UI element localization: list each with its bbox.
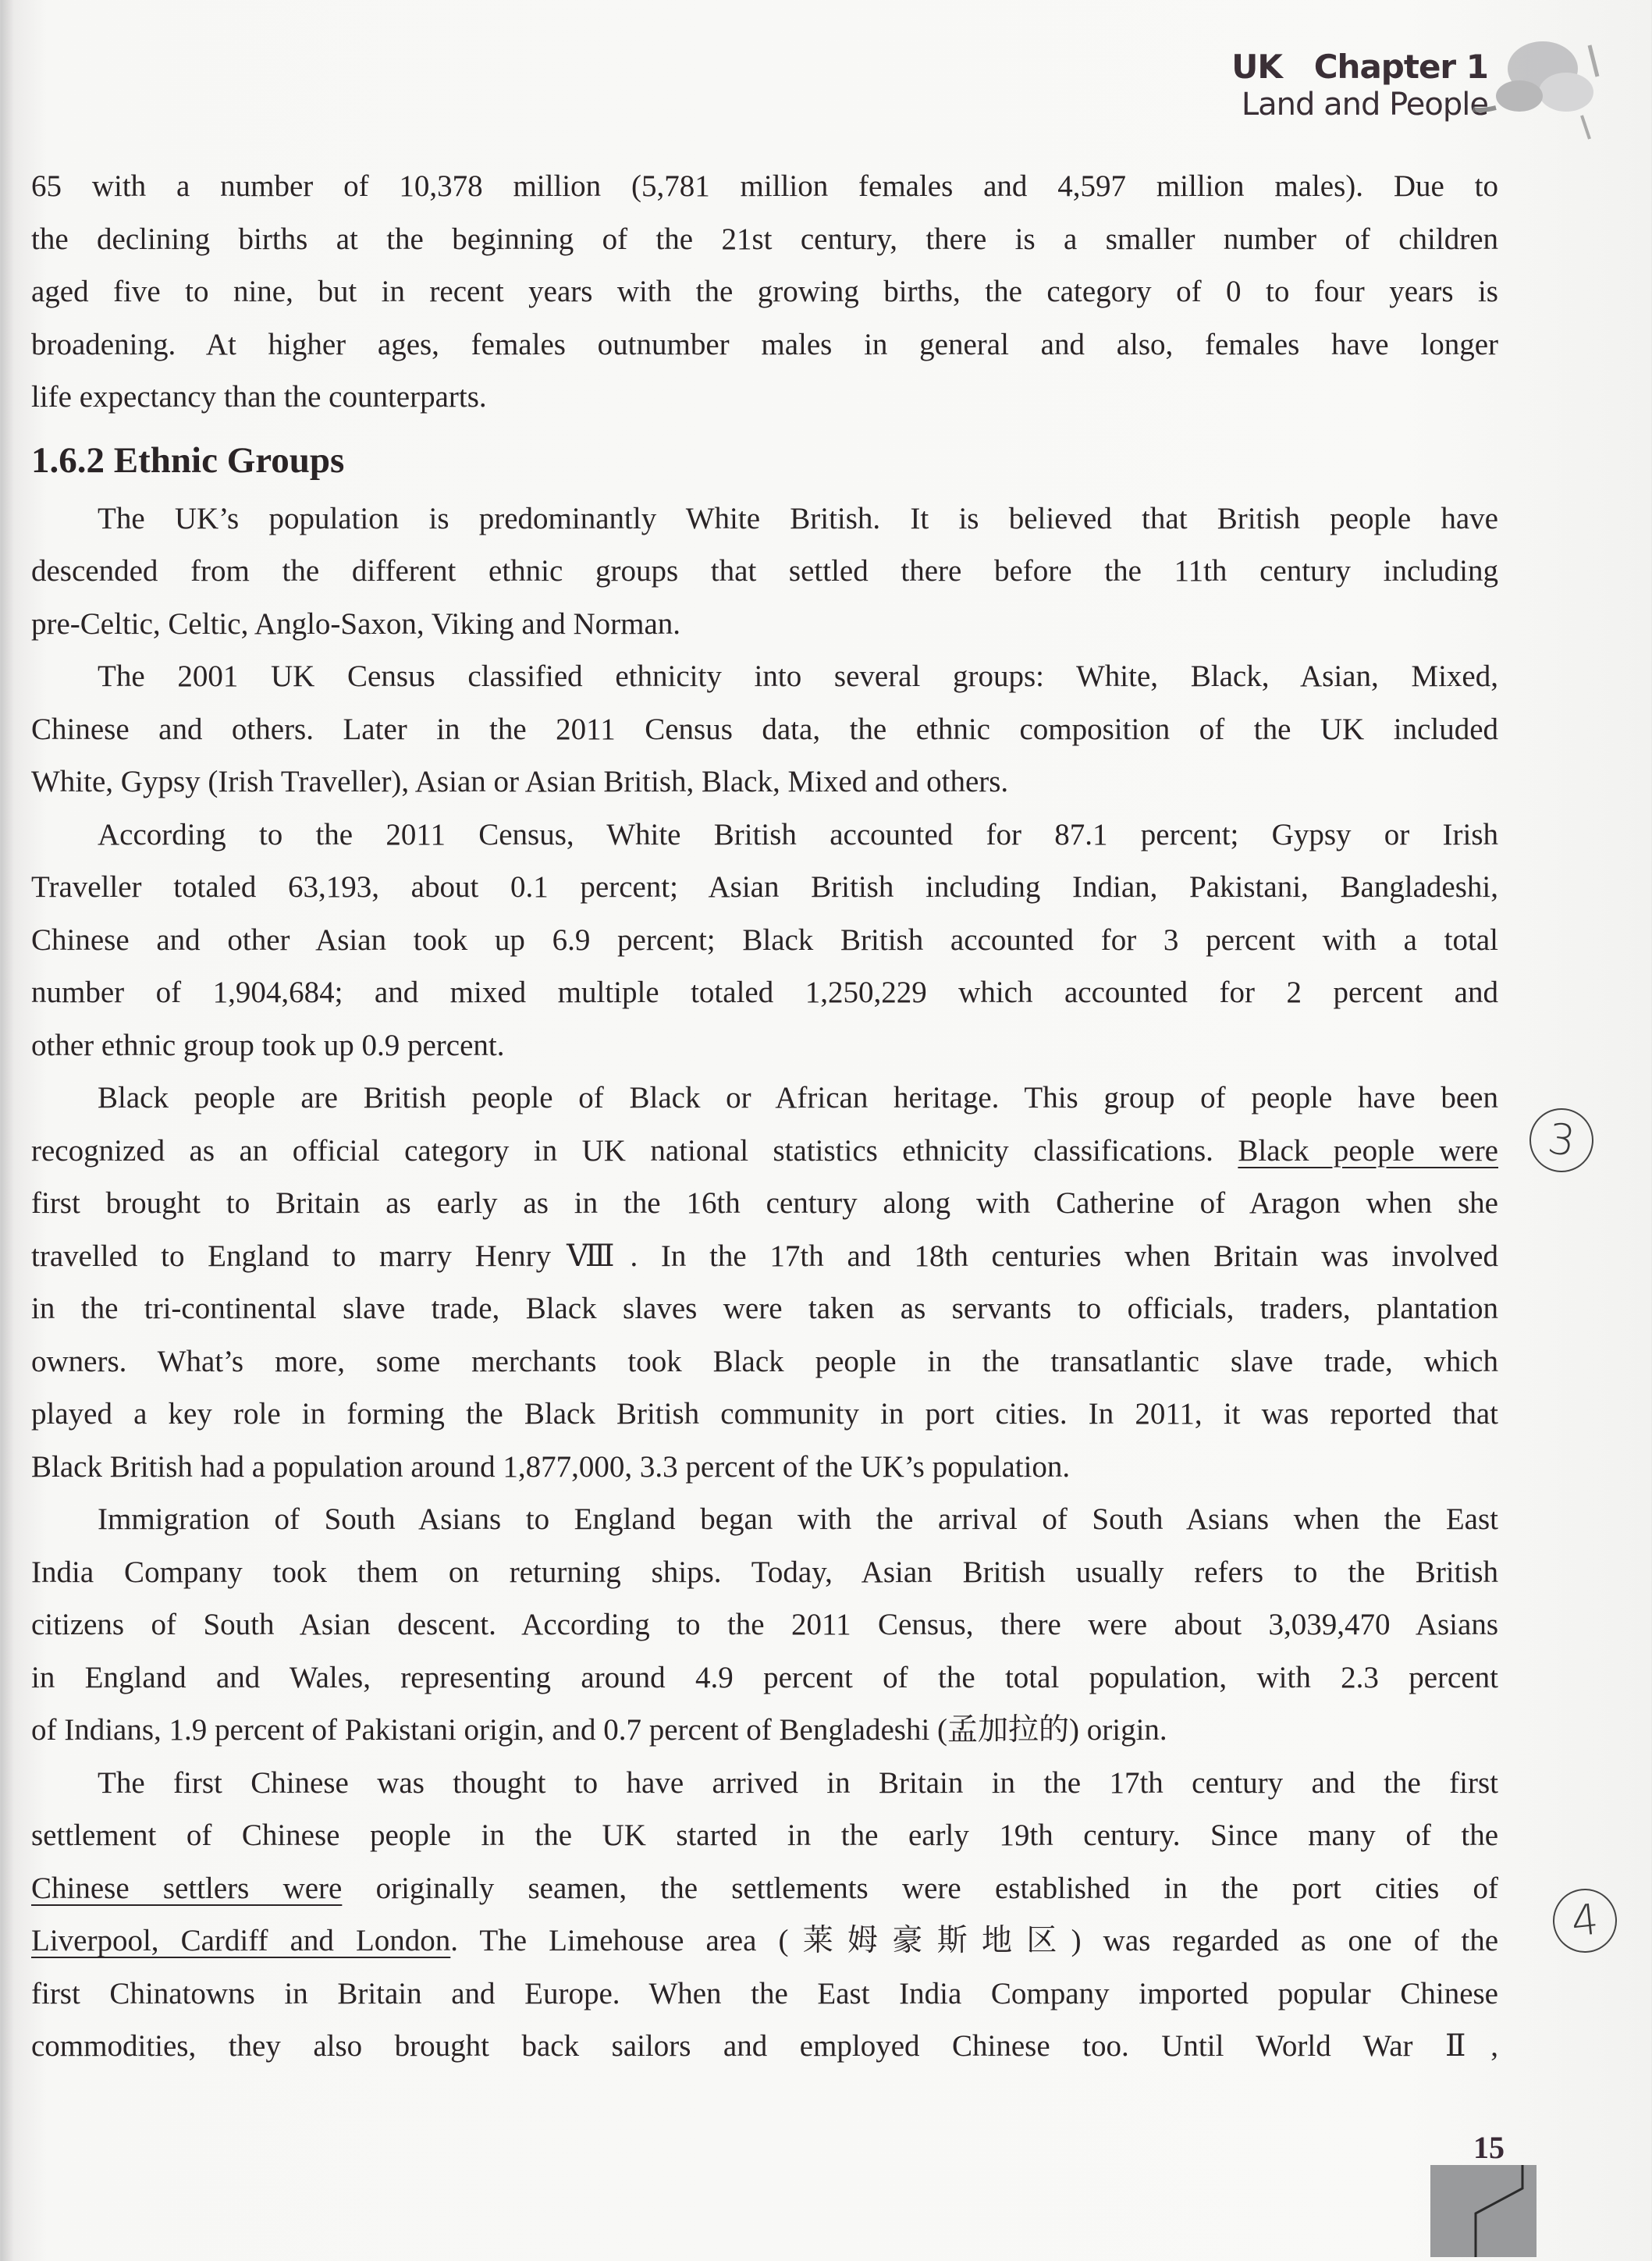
handwritten-circled-number: 4 xyxy=(1550,1886,1620,1956)
text-line: According to the 2011 Census, White British accounted for 87.1 percent; Gypsy or Irish xyxy=(98,817,1498,851)
text-line: owners. What’s more, some merchants took Black people in the transatlantic slave trade, which xyxy=(31,1344,1498,1378)
text-line: Black people are British people of Black or African heritage. This group of people have been xyxy=(98,1081,1498,1115)
chapter-subtitle: Land and People xyxy=(1241,87,1488,123)
circuit-line-icon xyxy=(1430,2165,1537,2257)
text-line: Black British had a population around 1,877,000, 3.3 percent of the UK’s population. xyxy=(31,1449,1071,1484)
text-line: White, Gypsy (Irish Traveller), Asian or Asian British, Black, Mixed and others. xyxy=(31,765,1009,798)
text-line: life expectancy than the counterparts. xyxy=(31,380,487,414)
paragraph xyxy=(31,1757,1498,2073)
text-line: pre-Celtic, Celtic, Anglo-Saxon, Viking and Norman. xyxy=(31,606,681,641)
page-tab-decoration xyxy=(1430,2165,1537,2257)
running-header xyxy=(1231,48,1488,123)
text-line: in the tri-continental slave trade, Black slaves were taken as servants to officials, traders, plantation xyxy=(31,1292,1498,1325)
text-line: India Company took them on returning ships. Today, Asian British usually refers to the British xyxy=(31,1555,1498,1589)
text-line: first brought to Britain as early as in the 16th century along with Catherine of Aragon when she xyxy=(31,1186,1498,1220)
text-line xyxy=(31,1914,1498,1968)
text-line: commodities, they also brought back sailors and employed Chinese too. Until World War Ⅱ, xyxy=(31,2029,1498,2063)
text-span: recognized as an official category in UK national statistics ethnicity classifications. xyxy=(31,1133,1238,1168)
text-line: citizens of South Asian descent. According to the 2011 Census, there were about 3,039,470 Asians xyxy=(31,1608,1498,1641)
text-line xyxy=(31,1862,1498,1915)
paragraph xyxy=(31,492,1498,651)
text-line: Immigration of South Asians to England began with the arrival of South Asians when the East xyxy=(98,1502,1498,1536)
body-text xyxy=(31,160,1498,2073)
paragraph xyxy=(31,160,1498,424)
paragraph xyxy=(31,809,1498,1072)
text-line: of Indians, 1.9 percent of Pakistani origin, and 0.7 percent of Bengladeshi (孟加拉的) origin. xyxy=(31,1713,1167,1747)
handwritten-circled-number: 3 xyxy=(1526,1104,1598,1177)
chapter-label: UK Chapter 1 xyxy=(1231,48,1488,86)
text-line: The 2001 UK Census classified ethnicity into several groups: White, Black, Asian, Mixed, xyxy=(98,659,1498,693)
section-heading: 1.6.2 Ethnic Groups xyxy=(31,439,345,481)
page-number: 15 xyxy=(1473,2130,1505,2165)
text-line: in England and Wales, representing around 4.9 percent of the total population, with 2.3 percent xyxy=(31,1660,1498,1694)
text-line: first Chinatowns in Britain and Europe. When the East India Company imported popular Chinese xyxy=(31,1976,1498,2010)
text-line: The first Chinese was thought to have arrived in Britain in the 17th century and the first xyxy=(98,1765,1498,1800)
text-line: broadening. At higher ages, females outnumber males in general and also, females have longer xyxy=(31,327,1498,361)
text-line: played a key role in forming the Black British community in port cities. In 2011, it was reported that xyxy=(31,1397,1498,1431)
text-line: travelled to England to marry HenryⅧ. In the 17th and 18th centuries when Britain was involved xyxy=(31,1239,1498,1273)
text-line: Chinese and others. Later in the 2011 Census data, the ethnic composition of the UK included xyxy=(31,712,1498,746)
text-line xyxy=(31,1125,1498,1178)
text-line: other ethnic group took up 0.9 percent. xyxy=(31,1028,505,1062)
text-line: The UK’s population is predominantly White British. It is believed that British people have xyxy=(98,501,1498,535)
text-line: number of 1,904,684; and mixed multiple totaled 1,250,229 which accounted for 2 percent and xyxy=(31,976,1498,1009)
handwritten-underline: Liverpool, Cardiff and London xyxy=(31,1924,451,1957)
text-line: Traveller totaled 63,193, about 0.1 percent; Asian British including Indian, Pakistani, Bangladeshi, xyxy=(31,870,1498,904)
paragraph xyxy=(31,650,1498,809)
text-line: the declining births at the beginning of the 21st century, there is a smaller number of children xyxy=(31,222,1498,256)
text-line: settlement of Chinese people in the UK started in the early 19th century. Since many of the xyxy=(31,1818,1498,1852)
paragraph xyxy=(31,1072,1498,1493)
text-line: 65 with a number of 10,378 million (5,781 million females and 4,597 million males). Due to xyxy=(31,169,1498,203)
text-line: aged five to nine, but in recent years with the growing births, the category of 0 to four years is xyxy=(31,275,1498,308)
flower-decoration-icon xyxy=(1473,22,1621,147)
text-line: descended from the different ethnic groups that settled there before the 11th century including xyxy=(31,554,1498,588)
text-span: originally seamen, the settlements were established in the port cities of xyxy=(342,1871,1498,1905)
text-span: . The Limehouse area (莱姆豪斯地区) was regarded as one of the xyxy=(450,1924,1498,1957)
paragraph xyxy=(31,1493,1498,1757)
handwritten-underline: Black people were xyxy=(1238,1133,1498,1168)
handwritten-underline: Chinese settlers were xyxy=(31,1871,343,1905)
text-line: Chinese and other Asian took up 6.9 percent; Black British accounted for 3 percent with a total xyxy=(31,923,1498,957)
